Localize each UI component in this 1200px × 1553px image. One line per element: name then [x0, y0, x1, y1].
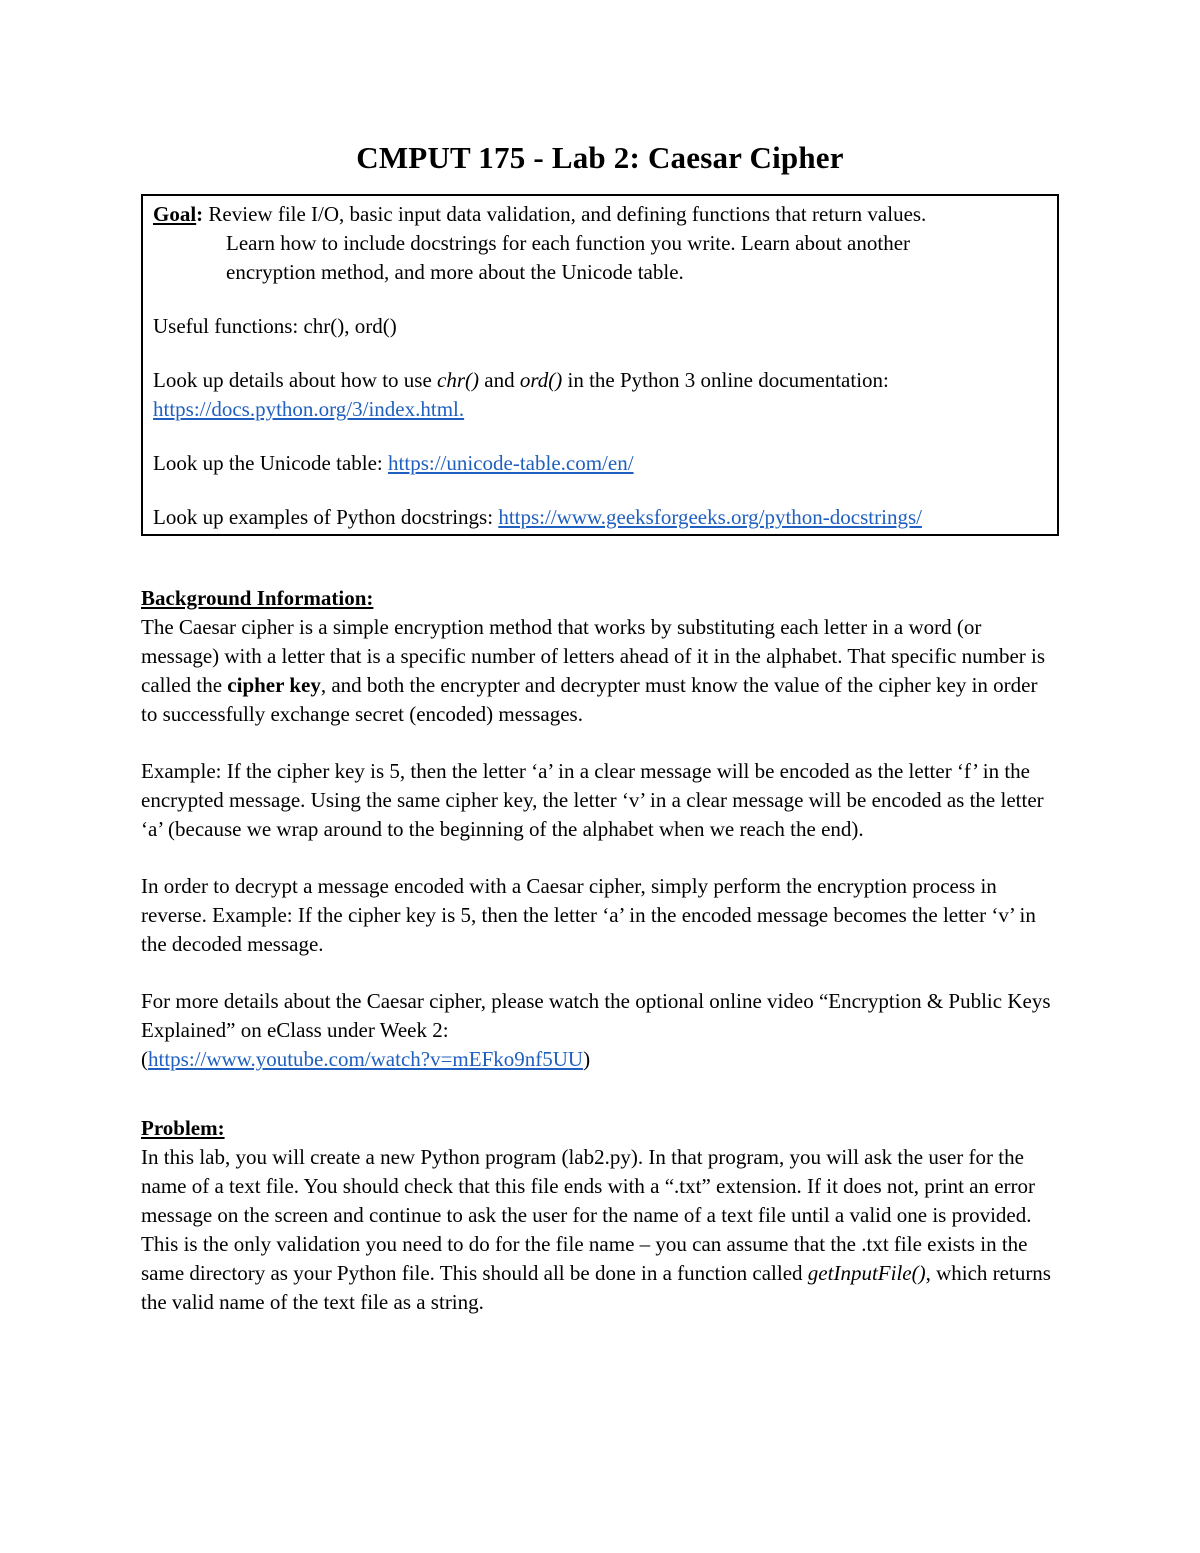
problem-heading: Problem: [141, 1116, 225, 1140]
unicode-table-link[interactable]: https://unicode-table.com/en/ [388, 451, 634, 475]
goal-label: Goal [153, 202, 197, 226]
problem-paragraph-1 [141, 1143, 1059, 1317]
docstrings-link[interactable]: https://www.geeksforgeeks.org/python-docstrings/ [498, 505, 922, 529]
problem-p1-func: getInputFile() [807, 1261, 926, 1285]
background-heading: Background Information: [141, 586, 374, 610]
bg-p1-pre: The Caesar cipher is a simple encryption method that works by substituting each letter in a word (or message) with a letter that is a specific number of letters ahead of it in the alphabet. That specific number is called the [141, 615, 1046, 697]
lookup-docs-post: in the Python 3 online documentation: [562, 368, 889, 392]
useful-functions: Useful functions: chr(), ord() [153, 314, 397, 338]
unicode-pre: Look up the Unicode table: [153, 451, 389, 475]
goal-line-3: encryption method, and more about the Unicode table. [226, 260, 684, 284]
goal-line [153, 200, 1047, 229]
problem-section [141, 1114, 1059, 1317]
bg-p1-post: , and both the encrypter and decrypter must know the value of the cipher key in order to successfully exchange secret (encoded) messages. [141, 673, 1038, 726]
bg-p4-text: For more details about the Caesar cipher, please watch the optional online video “Encryption & Public Keys Explained” on eClass under Week 2: [141, 989, 1051, 1042]
unicode-line [153, 449, 1047, 478]
lookup-docs-text [153, 366, 1047, 395]
lookup-docs-pre: Look up details about how to use [153, 368, 438, 392]
goal-box [141, 194, 1059, 536]
background-paragraph-4 [141, 987, 1059, 1074]
background-section [141, 584, 1059, 1074]
goal-line-2: Learn how to include docstrings for each function you write. Learn about another [226, 231, 911, 255]
lookup-docs-ord: ord() [519, 368, 563, 392]
bg-p1-bold: cipher key [227, 673, 321, 697]
page-title: CMPUT 175 - Lab 2: Caesar Cipher [356, 140, 844, 175]
background-paragraph-3: In order to decrypt a message encoded with a Caesar cipher, simply perform the encryption process in reverse. Example: If the cipher key is 5, then the letter ‘a’ in the encoded message becomes the letter ‘v’ in the decoded message. [141, 874, 1036, 956]
docstrings-pre: Look up examples of Python docstrings: [153, 505, 499, 529]
bg-p4-close: ) [583, 1047, 591, 1071]
bg-p4-open: ( [141, 1047, 148, 1071]
python-docs-link[interactable]: https://docs.python.org/3/index.html. [153, 397, 465, 421]
document-page [141, 138, 1059, 1317]
docs-link-line [153, 395, 1047, 424]
lookup-docs-chr: chr() [437, 368, 480, 392]
lookup-docs-and: and [479, 368, 520, 392]
problem-p1-post: , which returns the valid name of the text file as a string. [141, 1261, 1051, 1314]
background-paragraph-2: Example: If the cipher key is 5, then the letter ‘a’ in a clear message will be encoded as the letter ‘f’ in the encrypted message. Using the same cipher key, the letter ‘v’ in a clear message will be encoded as the letter ‘a’ (because we wrap around to the beginning of the alphabet when we reach the end). [141, 759, 1044, 841]
problem-p1-pre: In this lab, you will create a new Python program (lab2.py). In that program, you will ask the user for the name of a text file. You should check that this file ends with a “.txt” extension. If it does not, print an error message on the screen and continue to ask the user for the name of a text file until a valid one is provided. This is the only validation you need to do for the file name – you can assume that the .txt file exists in the same directory as your Python file. This should all be done in a function called [141, 1145, 1036, 1285]
goal-line-1: Review file I/O, basic input data validation, and defining functions that return values. [208, 202, 927, 226]
youtube-link[interactable]: https://www.youtube.com/watch?v=mEFko9nf5UU [148, 1047, 584, 1071]
goal-colon: : [196, 202, 209, 226]
docstrings-line [153, 503, 1047, 532]
background-paragraph-1 [141, 613, 1059, 729]
